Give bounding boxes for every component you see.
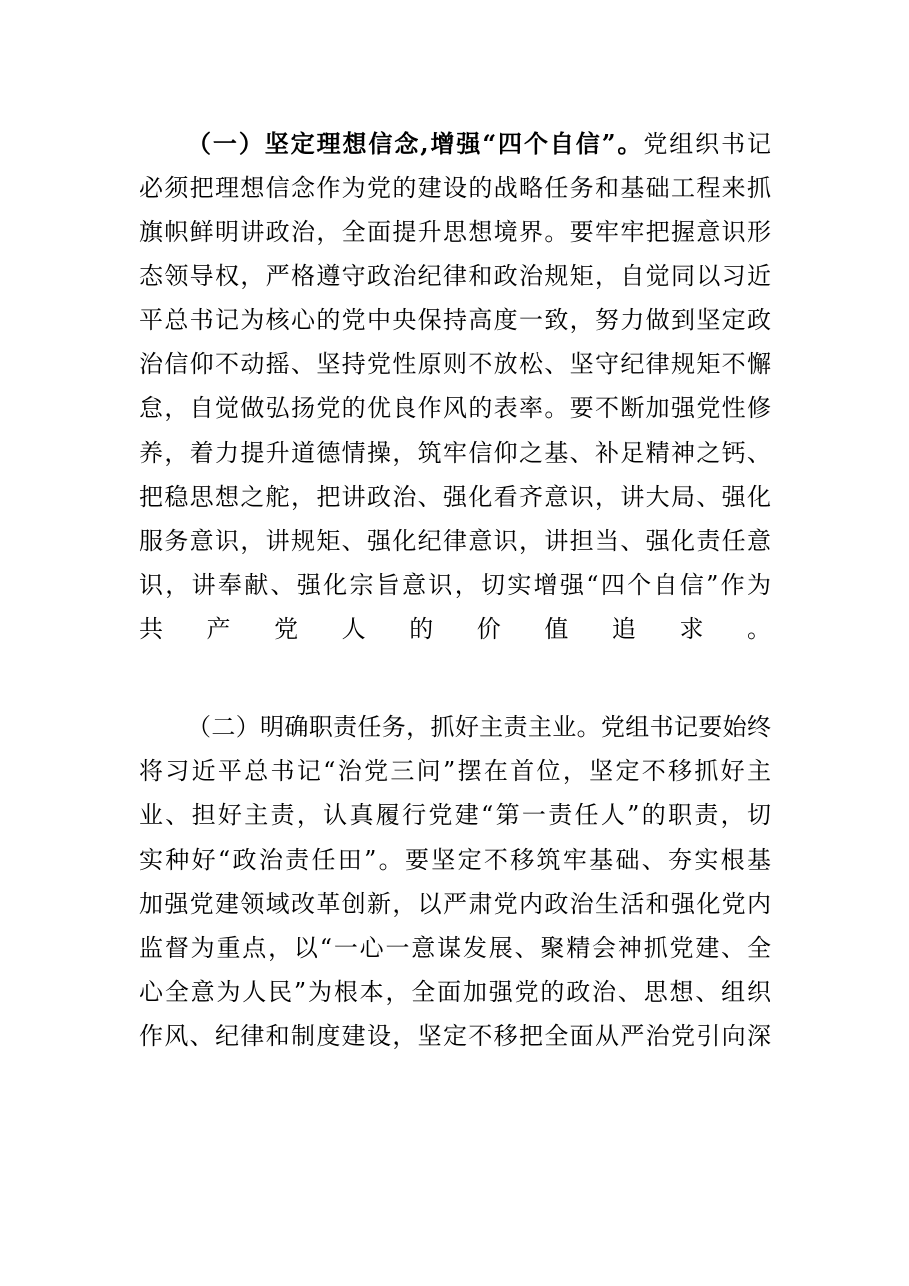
paragraph-1-line-6: 治信仰不动摇、坚持党性原则不放松、坚守纪律规矩不懈 (139, 350, 771, 378)
paragraph-1-line-1 (187, 122, 771, 166)
paragraph-1-line-3: 旗帜鲜明讲政治，全面提升思想境界。要牢牢把握意识形 (139, 218, 771, 246)
paragraph-2-line-6: 监督为重点，以“一心一意谋发展、聚精会神抓党建、全 (139, 934, 771, 962)
paragraph-2-line-8: 作风、纪律和制度建设，坚定不移把全面从严治党引向深 (139, 1022, 771, 1050)
paragraph-2-line-3: 业、担好主责，认真履行党建“第一责任人”的职责，切 (139, 801, 771, 829)
paragraph-1-line-1-text: 党组织书记 (643, 130, 772, 158)
paragraph-2-line-4: 实种好“政治责任田”。要坚定不移筑牢基础、夯实根基 (139, 846, 771, 874)
paragraph-2-line-5: 加强党建领域改革创新，以严肃党内政治生活和强化党内 (139, 890, 771, 918)
paragraph-1-line-8: 养，着力提升道德情操，筑牢信仰之基、补足精神之钙、 (139, 439, 771, 467)
paragraph-1-line-5: 平总书记为核心的党中央保持高度一致，努力做到坚定政 (139, 306, 771, 334)
paragraph-1-line-9: 把稳思想之舵，把讲政治、强化看齐意识，讲大局、强化 (139, 483, 771, 511)
paragraph-1-heading: （一）坚定理想信念,增强“四个自信”。 (187, 129, 644, 158)
paragraph-1-line-4: 态领导权，严格遵守政治纪律和政治规矩，自觉同以习近 (139, 262, 771, 290)
paragraph-1-line-11: 识，讲奉献、强化宗旨意识，切实增强“四个自信”作为 (139, 571, 771, 599)
paragraph-2-line-7: 心全意为人民”为根本，全面加强党的政治、思想、组织 (139, 978, 771, 1006)
paragraph-2-line-2: 将习近平总书记“治党三问”摆在首位，坚定不移抓好主 (139, 757, 771, 785)
paragraph-1-line-10: 服务意识，讲规矩、强化纪律意识，讲担当、强化责任意 (139, 527, 771, 555)
paragraph-1-line-12: 共产党人的价值追求。 (139, 615, 771, 643)
paragraph-1-line-7: 怠，自觉做弘扬党的优良作风的表率。要不断加强党性修 (139, 394, 771, 422)
paragraph-2-line-1: （二）明确职责任务，抓好主责主业。党组书记要始终 (187, 713, 771, 741)
paragraph-1-line-2: 必须把理想信念作为党的建设的战略任务和基础工程来抓 (139, 174, 771, 202)
paragraph-1-line-13 (139, 651, 771, 695)
